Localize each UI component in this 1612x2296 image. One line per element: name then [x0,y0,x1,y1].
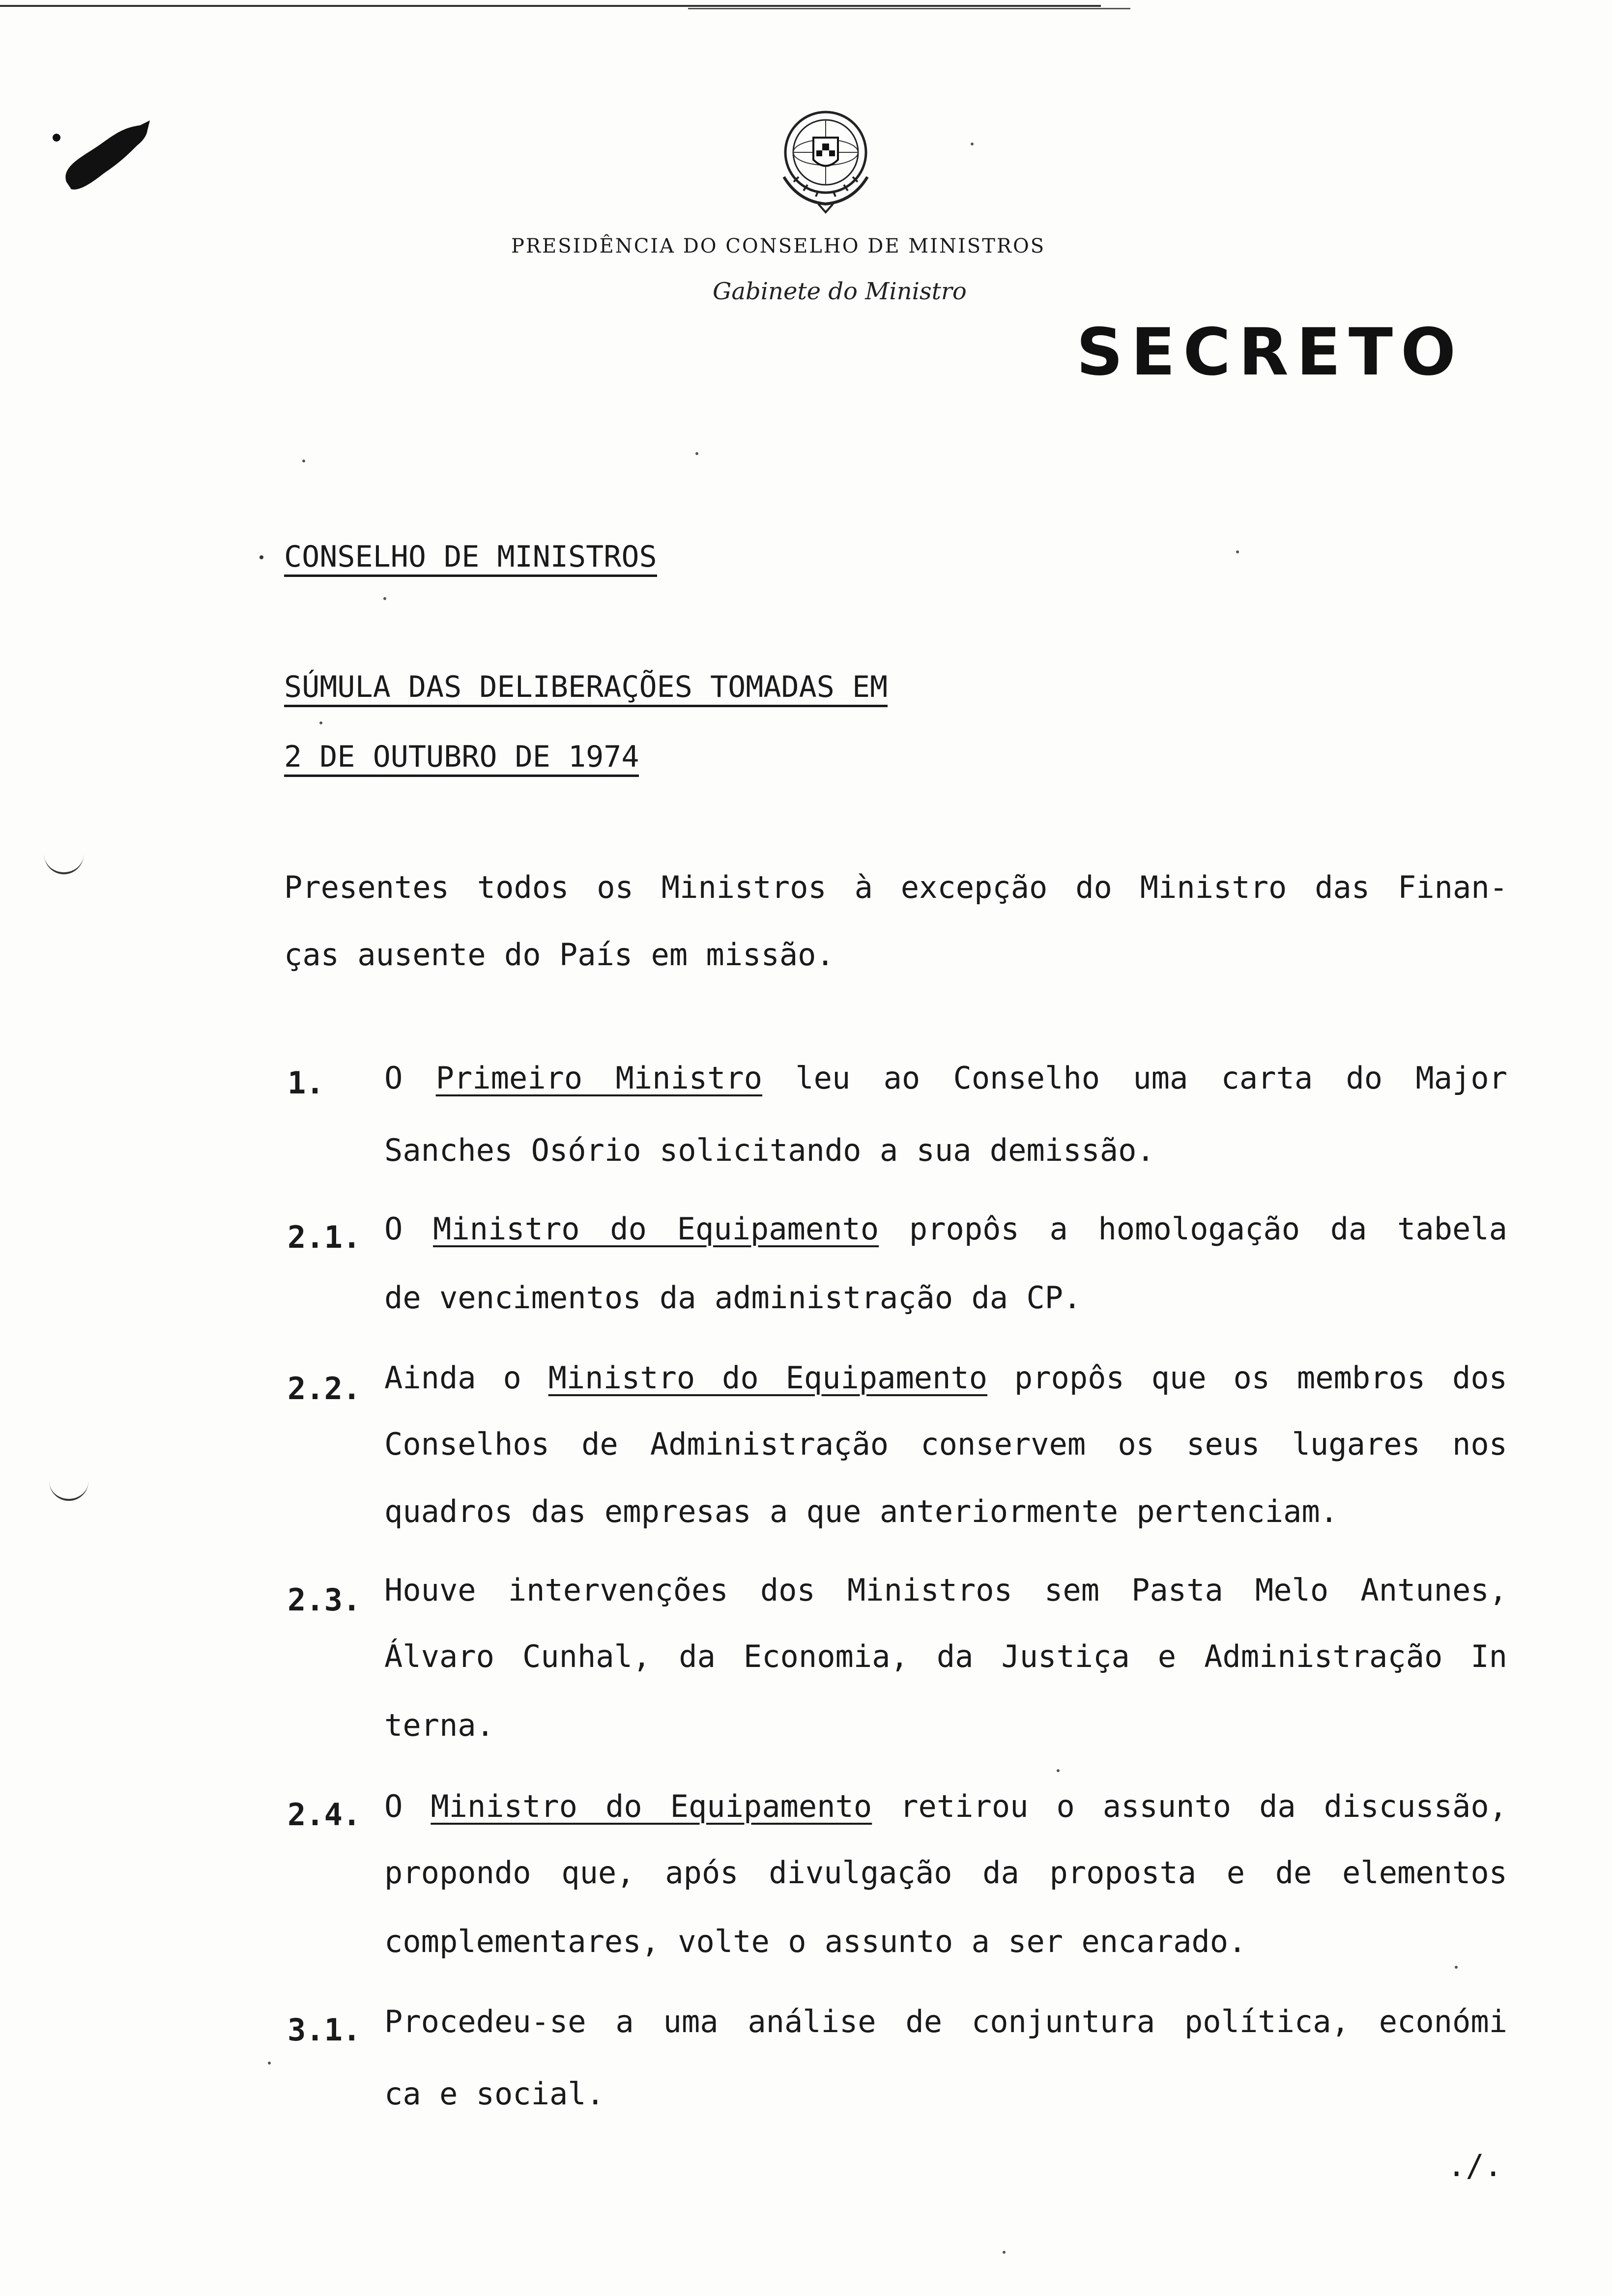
underlined-minister: Ministro do Equipamento [548,1360,988,1396]
item-line: de vencimentos da administração da CP. [384,1280,1082,1316]
item-line [384,1788,1508,1824]
text-span: leu ao Conselho uma carta do Major [762,1060,1508,1096]
speck [302,459,305,462]
summary-heading-line1: SÚMULA DAS DELIBERAÇÕES TOMADAS EM [284,672,888,707]
item-line [384,1360,1508,1396]
classification-stamp: SECRETO [1076,315,1464,390]
intro-line: Presentes todos os Ministros à excepção do Ministro das Finan- [284,869,1508,905]
item-number: 2.4. [288,1797,361,1833]
text-span: O [384,1060,436,1096]
item-line: ca e social. [384,2076,604,2112]
underlined-minister: Ministro do Equipamento [433,1211,879,1247]
item-line: terna. [384,1707,494,1743]
speck [971,143,974,145]
margin-bullet [259,555,263,559]
speck [1003,2251,1006,2254]
text-span: O [384,1788,431,1824]
item-line: Procedeu-se a uma análise de conjuntura política, económi [384,2004,1507,2039]
scan-edge-line [688,8,1130,9]
ink-blot-icon [47,118,160,197]
text-span: retirou o assunto da discussão, [872,1788,1508,1824]
council-heading: CONSELHO DE MINISTROS [284,542,657,577]
scan-edge-line [0,5,1101,7]
item-line: quadros das empresas a que anteriormente pertenciam. [384,1493,1339,1529]
item-number: 2.3. [288,1582,361,1618]
institution-letterhead: PRESIDÊNCIA DO CONSELHO DE MINISTROS [511,235,1046,258]
speck [1236,550,1239,553]
margin-mark [49,1479,88,1501]
speck [383,597,386,600]
text-span: propôs a homologação da tabela [879,1211,1508,1247]
intro-line: ças ausente do País em missão. [284,937,835,973]
item-line [384,1060,1508,1096]
speck [695,452,698,455]
summary-heading-date: 2 DE OUTUBRO DE 1974 [284,742,639,777]
item-number: 2.2. [288,1371,361,1406]
item-number: 3.1. [288,2012,361,2048]
text-span: propôs que os membros dos [987,1360,1508,1396]
item-line: propondo que, após divulgação da proposta e de elementos [384,1855,1507,1891]
item-line [384,1211,1508,1247]
item-line: Conselhos de Administração conservem os seus lugares nos [384,1426,1507,1462]
speck [268,2062,271,2065]
coat-of-arms-seal-icon [769,103,882,216]
underlined-minister: Ministro do Equipamento [431,1788,872,1824]
item-number: 2.1. [288,1219,361,1255]
continuation-mark: ./. [1447,2148,1502,2183]
item-line: Houve intervenções dos Ministros sem Pasta Melo Antunes, [384,1572,1507,1608]
text-span: Ainda o [384,1360,548,1396]
item-number: 1. [288,1065,324,1101]
item-line: Sanches Osório solicitando a sua demissão. [384,1132,1155,1168]
margin-mark [44,853,84,874]
cabinet-subtitle: Gabinete do Ministro [713,278,967,305]
speck [1057,1769,1060,1772]
item-line: complementares, volte o assunto a ser encarado. [384,1923,1247,1959]
speck [319,721,322,724]
speck [1455,1966,1458,1969]
item-line: Álvaro Cunhal, da Economia, da Justiça e Administração In [384,1638,1507,1674]
text-span: O [384,1211,433,1247]
underlined-minister: Primeiro Ministro [435,1060,763,1096]
